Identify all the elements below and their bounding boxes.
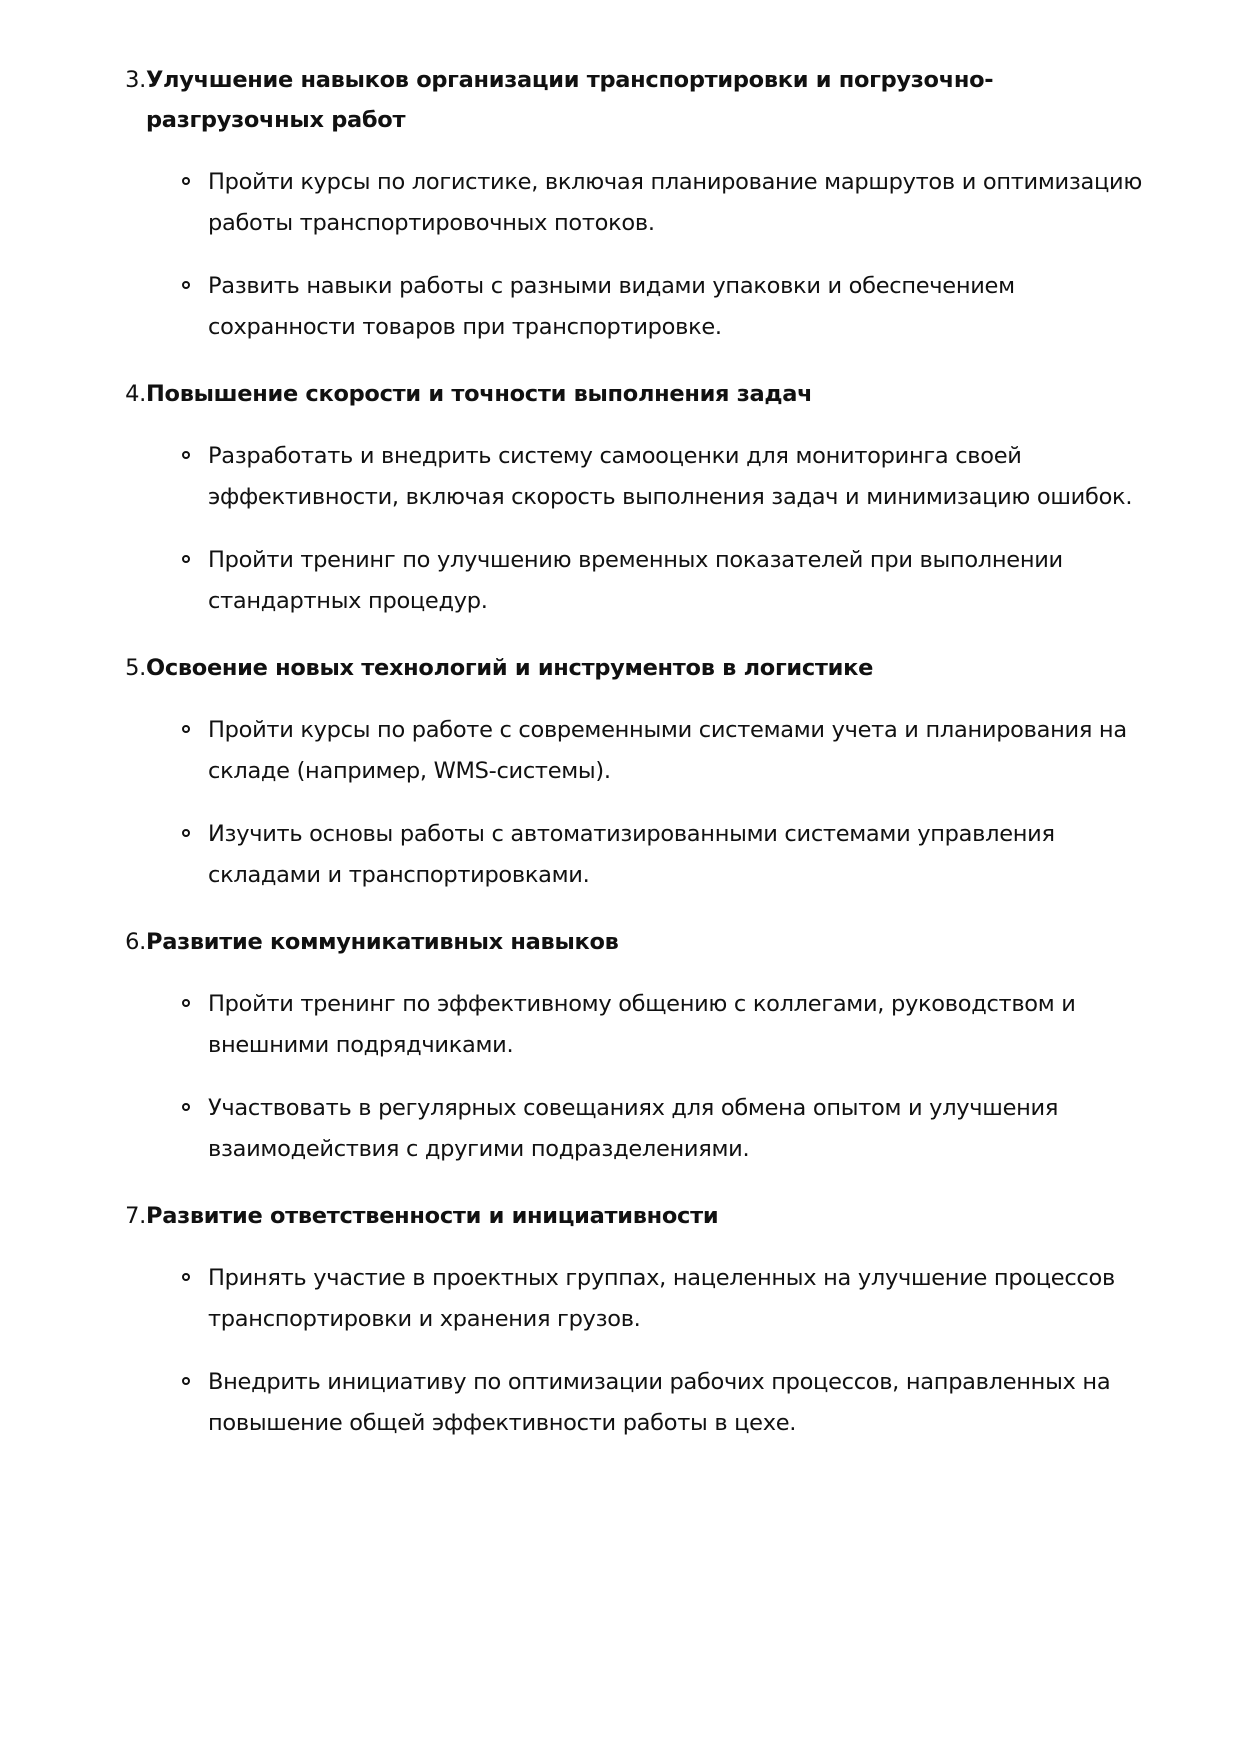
section-title: Освоение новых технологий и инструментов в логистике [146, 655, 874, 681]
circle-bullet-icon [182, 555, 190, 563]
circle-bullet-icon [182, 1273, 190, 1281]
list-item-text: Развить навыки работы с разными видами упаковки и обеспечением сохранности товаров при транспортировке. [208, 273, 1015, 340]
section-number: 6. [125, 929, 146, 955]
list-item-text: Пройти курсы по логистике, включая планирование маршрутов и оптимизацию работы транспортировочных потоков. [208, 169, 1143, 236]
section-number: 7. [125, 1203, 146, 1229]
circle-bullet-icon [182, 451, 190, 459]
section-number: 3. [125, 67, 146, 93]
circle-bullet-icon [182, 1377, 190, 1385]
list-item-text: Принять участие в проектных группах, нацеленных на улучшение процессов транспортировки и хранения грузов. [208, 1265, 1115, 1332]
circle-bullet-icon [182, 999, 190, 1007]
circle-bullet-icon [182, 1103, 190, 1111]
section-number: 5. [125, 655, 146, 681]
list-item-text: Пройти тренинг по улучшению временных показателей при выполнении стандартных процедур. [208, 547, 1063, 614]
section-title: Улучшение навыков организации транспортировки и погрузочно-разгрузочных работ [146, 67, 994, 133]
circle-bullet-icon [182, 829, 190, 837]
list-item-text: Изучить основы работы с автоматизированными системами управления складами и транспортировками. [208, 821, 1055, 888]
list-item-text: Пройти тренинг по эффективному общению с коллегами, руководством и внешними подрядчиками. [208, 991, 1076, 1058]
list-item-text: Пройти курсы по работе с современными системами учета и планирования на складе (например, WMS-системы). [208, 717, 1127, 784]
list-item-text: Разработать и внедрить систему самооценки для мониторинга своей эффективности, включая скорость выполнения задач и минимизацию ошибок. [208, 443, 1133, 510]
circle-bullet-icon [182, 725, 190, 733]
section-title: Развитие коммуникативных навыков [146, 929, 619, 955]
list-item-text: Внедрить инициативу по оптимизации рабочих процессов, направленных на повышение общей эффективности работы в цехе. [208, 1369, 1111, 1436]
list-item-text: Участвовать в регулярных совещаниях для обмена опытом и улучшения взаимодействия с другими подразделениями. [208, 1095, 1059, 1162]
section-title: Повышение скорости и точности выполнения задач [146, 381, 813, 407]
circle-bullet-icon [182, 281, 190, 289]
circle-bullet-icon [182, 177, 190, 185]
section-number: 4. [125, 381, 146, 407]
section-title: Развитие ответственности и инициативности [146, 1203, 719, 1229]
